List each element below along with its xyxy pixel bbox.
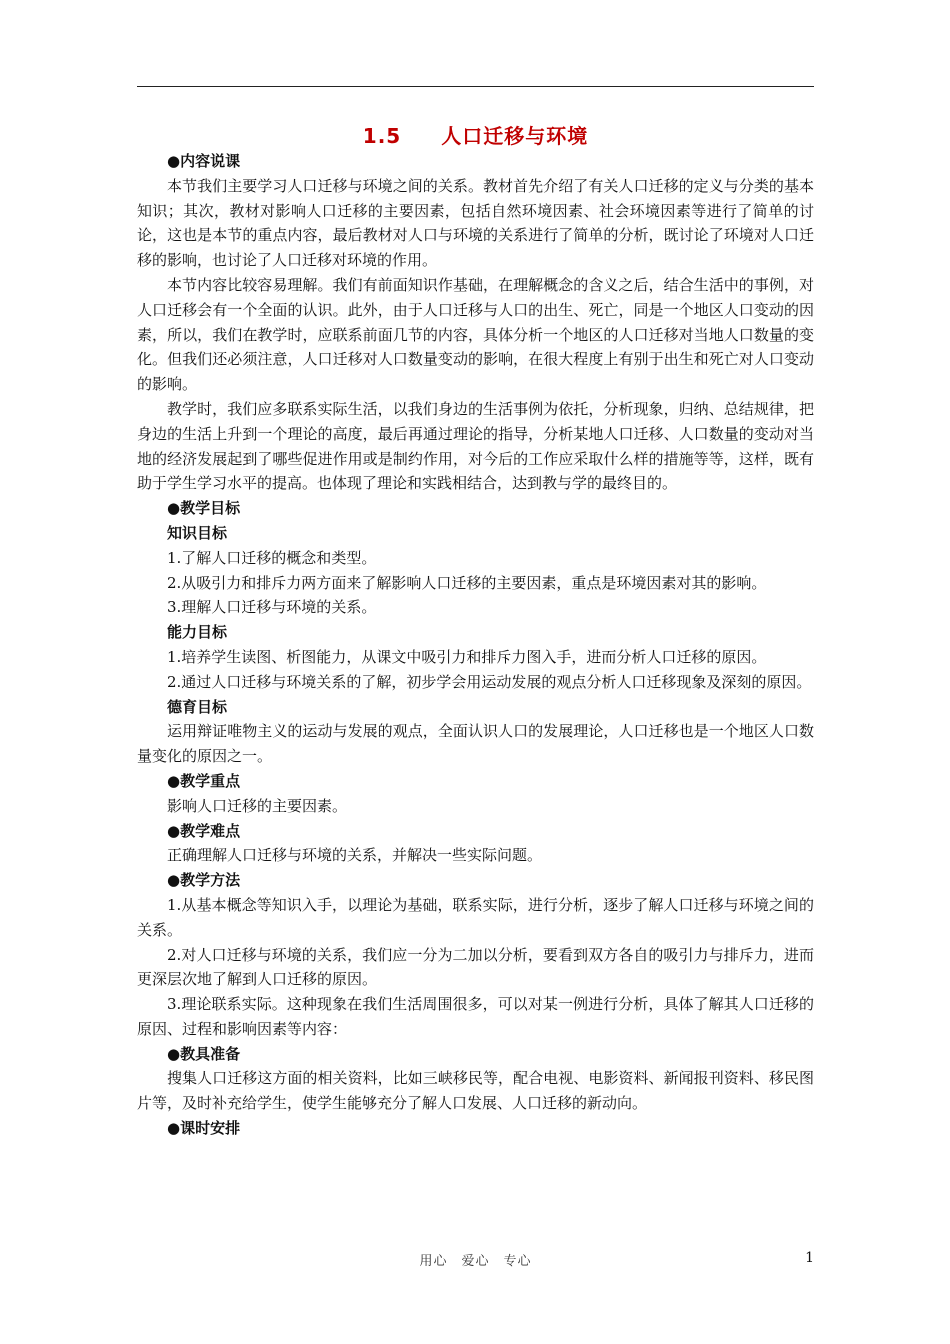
- page-title: [137, 120, 814, 149]
- ability-item-2: 2.通过人口迁移与环境关系的了解，初步学会用运动发展的观点分析人口迁移现象及深刻的原因。: [167, 672, 812, 691]
- content-paragraph-3: 教学时，我们应多联系实际生活，以我们身边的生活事例为依托，分析现象，归纳、总结规律，把身边的生活上升到一个理论的高度，最后再通过理论的指导，分析某地人口迁移、人口数量的变动对当地的经济发展起到了哪些促进作用或是制约作用，对今后的工作应采取什么样的措施等等，这样，既有助于学生学习水平的提高。也体现了理论和实践相结合，达到教与学的最终目的。: [137, 399, 814, 493]
- section-heading-difficulty: ●教学难点: [167, 821, 241, 840]
- method-item-3: 3.理论联系实际。这种现象在我们生活周围很多，可以对某一例进行分析，具体了解其人口迁移的原因、过程和影响因素等内容：: [137, 995, 814, 1038]
- footer-motto: 用心 爱心 专心: [419, 1254, 532, 1269]
- title-text: 人口迁移与环境: [441, 124, 589, 148]
- section-heading-methods: ●教学方法: [167, 871, 241, 890]
- knowledge-item-1: 1.了解人口迁移的概念和类型。: [167, 548, 377, 567]
- section-heading-schedule: ●课时安排: [167, 1119, 241, 1138]
- section-heading-tools: ●教具准备: [167, 1044, 241, 1063]
- method-item-1: 1.从基本概念等知识入手，以理论为基础，联系实际，进行分析，逐步了解人口迁移与环境之间的关系。: [137, 895, 814, 939]
- knowledge-item-2: 2.从吸引力和排斥力两方面来了解影响人口迁移的主要因素，重点是环境因素对其的影响。: [167, 573, 767, 592]
- moral-text: 运用辩证唯物主义的运动与发展的观点，全面认识人口的发展理论，人口迁移也是一个地区人口数量变化的原因之一。: [137, 722, 814, 766]
- tools-text: 搜集人口迁移这方面的相关资料，比如三峡移民等，配合电视、电影资料、新闻报刊资料、移民图片等，及时补充给学生，使学生能够充分了解人口发展、人口迁移的新动向。: [137, 1069, 814, 1113]
- focus-text: 影响人口迁移的主要因素。: [167, 796, 348, 815]
- knowledge-item-3: 3.理解人口迁移与环境的关系。: [167, 598, 377, 617]
- content-paragraph-1: 本节我们主要学习人口迁移与环境之间的关系。教材首先介绍了有关人口迁移的定义与分类的基本知识；其次，教材对影响人口迁移的主要因素，包括自然环境因素、社会环境因素等进行了简单的讨论，这也是本节的重点内容，最后教材对人口与环境的关系进行了简单的分析，既讨论了环境对人口迁移的影响，也讨论了人口迁移对环境的作用。: [137, 176, 814, 270]
- page-number: 1: [805, 1250, 814, 1266]
- section-heading-focus: ●教学重点: [167, 771, 241, 790]
- header-rule: [137, 86, 814, 87]
- content-paragraph-2: 本节内容比较容易理解。我们有前面知识作基础，在理解概念的含义之后，结合生活中的事例，对人口迁移会有一个全面的认识。此外，由于人口迁移与人口的出生、死亡，同是一个地区人口变动的因素，所以，我们在教学时，应联系前面几节的内容，具体分析一个地区的人口迁移对当地人口数量的变化。但我们还必须注意，人口迁移对人口数量变动的影响，在很大程度上有别于出生和死亡对人口变动的影响。: [137, 275, 814, 394]
- section-heading-content: ●内容说课: [167, 152, 241, 170]
- subheading-knowledge: 知识目标: [167, 523, 228, 542]
- subheading-moral: 德育目标: [167, 697, 228, 716]
- document-body: [137, 149, 814, 1141]
- title-number: 1.5: [362, 124, 402, 148]
- difficulty-text: 正确理解人口迁移与环境的关系，并解决一些实际问题。: [167, 846, 543, 865]
- section-heading-goals: ●教学目标: [167, 499, 241, 518]
- method-item-2: 2.对人口迁移与环境的关系，我们应一分为二加以分析，要看到双方各自的吸引力与排斥力，进而更深层次地了解到人口迁移的原因。: [137, 945, 814, 989]
- subheading-ability: 能力目标: [167, 623, 228, 642]
- ability-item-1: 1.培养学生读图、析图能力，从课文中吸引力和排斥力图入手，进而分析人口迁移的原因。: [167, 647, 767, 666]
